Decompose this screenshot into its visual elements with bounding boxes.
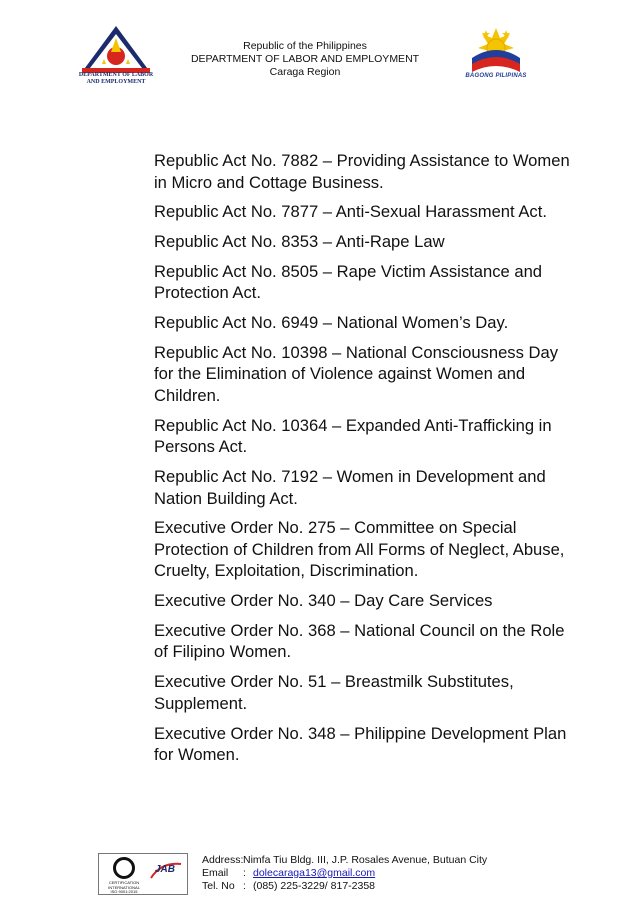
certification-international-badge-icon [98, 853, 188, 895]
region-name: Caraga Region [269, 66, 341, 78]
agency-heading [160, 40, 450, 79]
list-item: Republic Act No. 8353 – Anti-Rape Law [154, 232, 445, 252]
list-item: Republic Act No. 10398 – National Consciousness Day for the Elimination of Violence against Women and Children. [154, 342, 559, 405]
agency-name: DEPARTMENT OF LABOR AND EMPLOYMENT [190, 53, 420, 65]
email-label: Email [202, 867, 229, 879]
cert-badge-text: CERTIFICATION INTERNATIONAL ISO 9001:2015 [108, 880, 140, 894]
tel-separator: : [243, 880, 246, 892]
list-item: Republic Act No. 7877 – Anti-Sexual Harassment Act. [154, 202, 547, 222]
country-name: Republic of the Philippines [243, 40, 367, 52]
bagong-pilipinas-caption: BAGONG PILIPINAS [465, 73, 527, 79]
list-item: Republic Act No. 6949 – National Women’s Day. [154, 313, 509, 333]
list-item: Executive Order No. 340 – Day Care Services [154, 591, 493, 611]
dole-logo-caption: DEPARTMENT OF LABOR AND EMPLOYMENT [78, 72, 154, 85]
list-item: Republic Act No. 7192 – Women in Development and Nation Building Act. [154, 467, 546, 508]
list-item: Republic Act No. 10364 – Expanded Anti-Trafficking in Persons Act. [154, 415, 552, 457]
email-link[interactable]: dolecaraga13@gmail.com [253, 867, 376, 879]
letter-footer [0, 845, 638, 902]
letterhead [0, 0, 638, 110]
address-row [202, 854, 487, 867]
address-label: Address: [202, 854, 244, 866]
tel-value: (085) 225-3229/ 817-2358 [253, 880, 376, 892]
address-value: Nimfa Tiu Bldg. III, J.P. Rosales Avenue, Butuan City [243, 854, 488, 866]
contact-block [202, 854, 487, 893]
email-separator: : [243, 867, 246, 879]
list-item: Executive Order No. 368 – National Council on the Role of Filipino Women. [154, 620, 565, 662]
email-row [202, 867, 487, 880]
legislation-list [154, 150, 574, 774]
tel-row [202, 880, 487, 893]
list-item: Executive Order No. 348 – Philippine Development Plan for Women. [154, 723, 567, 765]
jab-label: JAB [155, 864, 176, 875]
list-item: Executive Order No. 275 – Committee on Special Protection of Children from All Forms of Neglect, Abuse, Cruelty, Exploitation, Discrimination. [154, 518, 565, 581]
list-item: Republic Act No. 8505 – Rape Victim Assistance and Protection Act. [154, 261, 543, 303]
list-item: Republic Act No. 7882 – Providing Assistance to Women in Micro and Cottage Business. [154, 151, 570, 192]
cert-ring-icon [113, 857, 135, 879]
tel-label: Tel. No [202, 880, 235, 892]
list-item: Executive Order No. 51 – Breastmilk Substitutes, Supplement. [154, 672, 514, 713]
